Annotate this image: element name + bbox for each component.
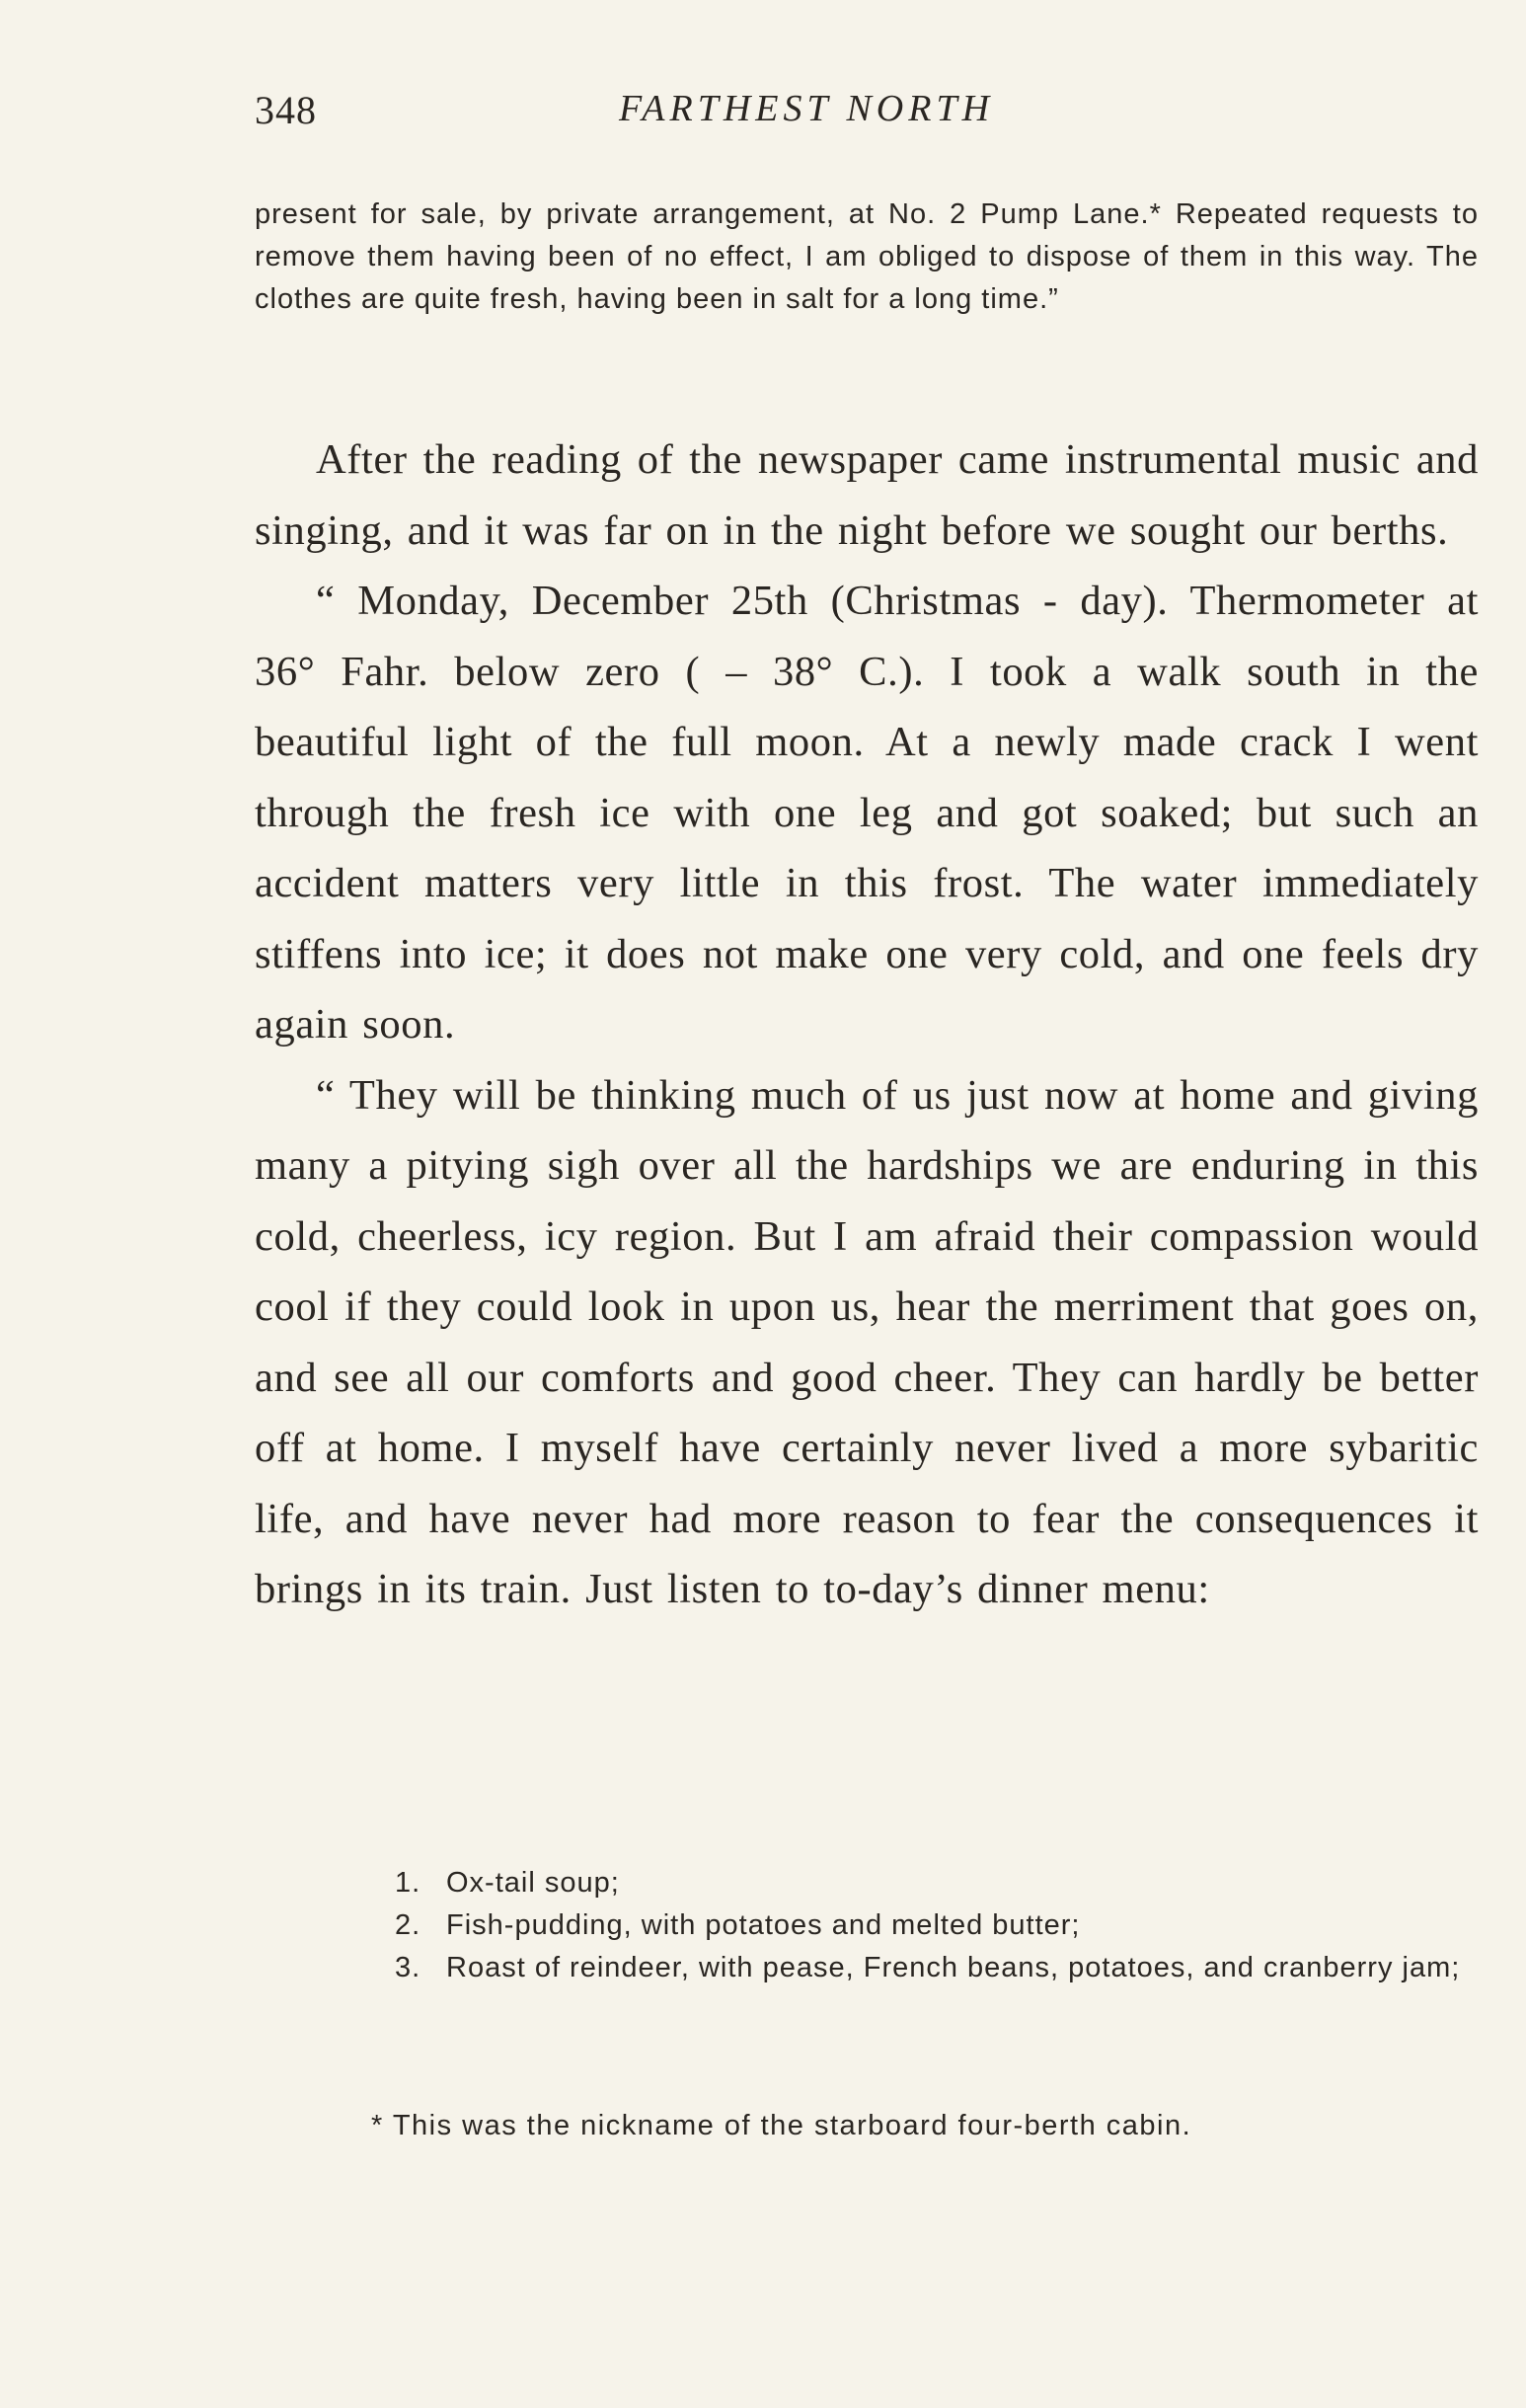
menu-item xyxy=(395,1904,1461,1947)
paragraph: After the reading of the newspaper came instrumental music and singing, and it was far on in the night before we sought our berths. xyxy=(255,436,1479,554)
paragraph: “ Monday, December 25th (Christmas - day). Thermometer at 36° Fahr. below zero ( – 38° C.). I took a walk south in the beautiful light of the full moon. At a newly made crack I went through the fresh ice with one leg and got soaked; but such an accident matters very little in this frost. The water immediately stiffens into ice; it does not make one very cold, and one feels dry again soon. xyxy=(255,578,1479,1048)
body-text xyxy=(255,425,1479,1625)
menu-item-number: 2. xyxy=(395,1909,421,1941)
paragraph: “ They will be thinking much of us just now at home and giving many a pitying sigh over all the hardships we are enduring in this cold, cheerless, icy region. But I am afraid their compassion would cool if they could look in upon us, hear the merriment that goes on, and see all our comforts and good cheer. They can hardly be better off at home. I myself have certainly never lived a more sybaritic life, and have never had more reason to fear the consequences it brings in its train. Just listen to to-day’s dinner menu: xyxy=(255,1071,1479,1612)
menu-item xyxy=(395,1947,1461,1989)
footnote: * This was the nickname of the starboard four-berth cabin. xyxy=(371,2110,1192,2141)
menu-item-number: 1. xyxy=(395,1867,421,1899)
page-header xyxy=(255,87,1477,146)
menu-item-text: Fish-pudding, with potatoes and melted butter; xyxy=(446,1909,1081,1941)
dinner-menu xyxy=(395,1862,1461,1989)
menu-item-text: Roast of reindeer, with pease, French beans, potatoes, and cranberry jam; xyxy=(446,1952,1461,1983)
menu-item-number: 3. xyxy=(395,1952,421,1983)
intro-text: present for sale, by private arrangement, at No. 2 Pump Lane.* Repeated requests to remove them having been of no effect, I am obliged to dispose of them in this way. The clothes are quite fresh, having been in salt for a long time.” xyxy=(255,198,1479,315)
menu-item-text: Ox-tail soup; xyxy=(446,1867,620,1899)
running-title: FARTHEST NORTH xyxy=(618,88,995,129)
menu-item xyxy=(395,1862,1461,1904)
page-number: 348 xyxy=(255,88,317,132)
